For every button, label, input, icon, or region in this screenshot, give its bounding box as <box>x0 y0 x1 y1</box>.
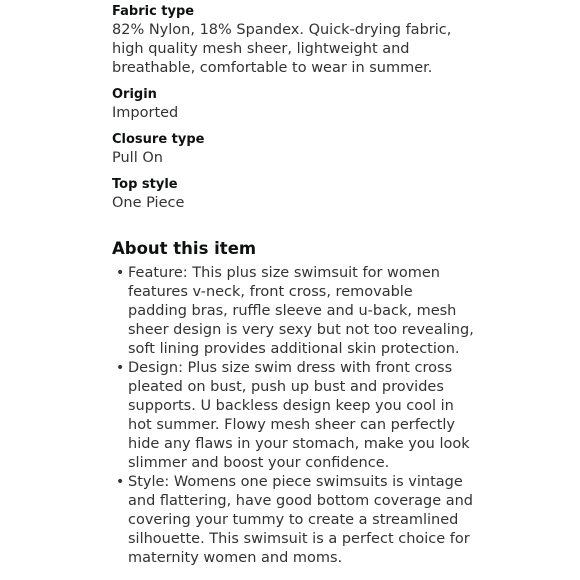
bullet-icon: • <box>116 360 125 376</box>
detail-closure-type <box>112 131 572 168</box>
feature-bullet-list <box>112 264 572 568</box>
detail-top-style <box>112 176 572 213</box>
product-details-table <box>112 3 572 221</box>
feature-bullet-item <box>112 359 474 473</box>
detail-label: Top style <box>112 177 178 192</box>
about-this-item-heading: About this item <box>112 239 257 258</box>
about-this-item-section <box>112 238 572 568</box>
detail-label: Fabric type <box>112 4 195 19</box>
detail-label: Origin <box>112 87 157 102</box>
detail-value: 82% Nylon, 18% Spandex. Quick-drying fabric, high quality mesh sheer, lightweight and breathable, comfortable to wear in summer. <box>112 22 452 76</box>
detail-value: One Piece <box>112 195 185 211</box>
feature-bullet-text: Design: Plus size swim dress with front cross pleated on bust, push up bust and provides supports. U backless design keep you cool in hot summer. Flowy mesh sheer can perfectly hide any flaws in your stomach, make you look slimmer and boost your confidence. <box>128 360 470 471</box>
feature-bullet-text: Feature: This plus size swimsuit for women features v-neck, front cross, removable padding bras, ruffle sleeve and u-back, mesh sheer design is very sexy but not too revealing, soft lining provides additional skin protection. <box>128 265 474 357</box>
detail-value: Imported <box>112 105 179 121</box>
feature-bullet-item <box>112 264 474 359</box>
bullet-icon: • <box>116 474 125 490</box>
detail-fabric-type <box>112 3 572 78</box>
detail-origin <box>112 86 572 123</box>
feature-bullet-text: Style: Womens one piece swimsuits is vintage and flattering, have good bottom coverage and covering your tummy to create a streamlined silhouette. This swimsuit is a perfect choice for maternity women and moms. <box>128 474 474 566</box>
detail-label: Closure type <box>112 132 205 147</box>
bullet-icon: • <box>116 265 125 281</box>
feature-bullet-item <box>112 473 474 568</box>
detail-value: Pull On <box>112 150 163 166</box>
